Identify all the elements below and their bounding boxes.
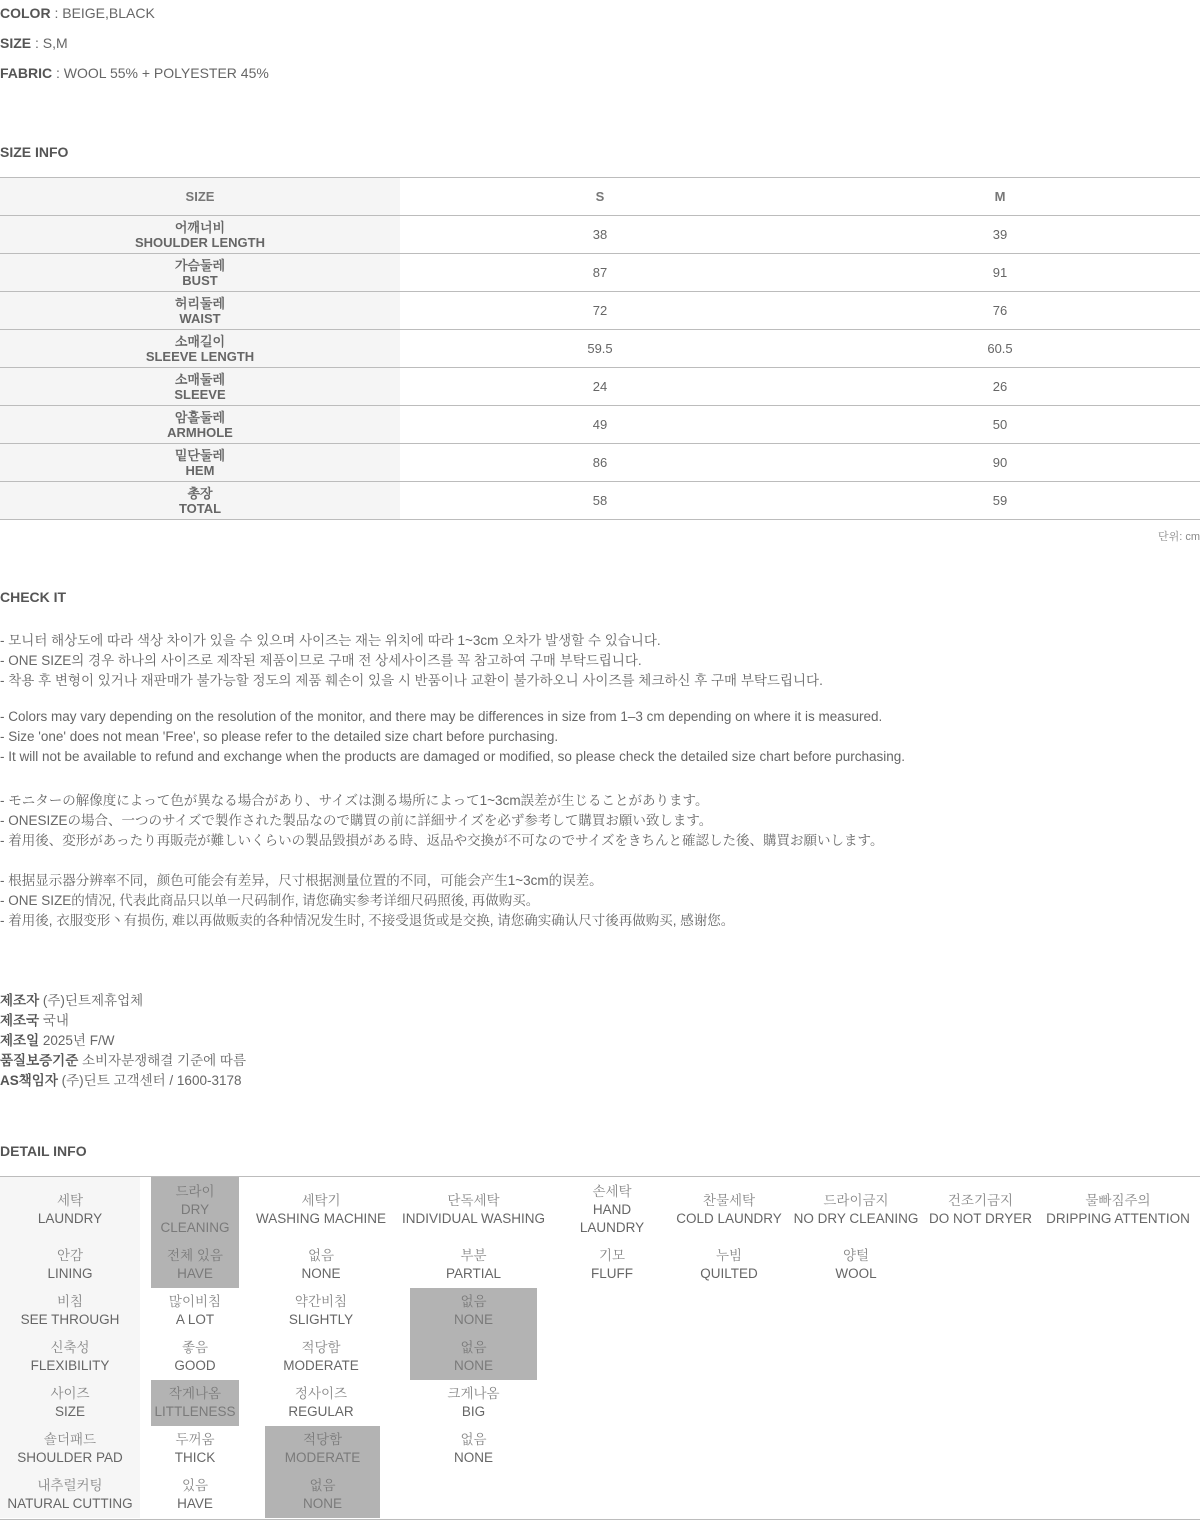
detail-text-en: A LOT	[175, 1312, 215, 1327]
check-it-line: - ONESIZEの場合、一つのサイズで製作された製品なので購買の前に詳細サイズを必ず参考して購買お願い致します。	[0, 813, 713, 828]
spec-label: COLOR	[0, 5, 51, 21]
detail-text-en: DRY CLEANING	[160, 1201, 230, 1235]
size-s-value: 58	[400, 482, 800, 520]
size-row-label	[0, 482, 400, 520]
detail-text-en: FLUFF	[591, 1266, 633, 1281]
spec-color	[0, 5, 155, 21]
check-it-line: - 모니터 해상도에 따라 색상 차이가 있을 수 있으며 사이즈는 재는 위치에 따라 1~3cm 오차가 발생할 수 있습니다.	[0, 633, 661, 648]
measure-name-ko: 어깨너비	[174, 219, 226, 235]
detail-row-label	[0, 1426, 140, 1472]
detail-option	[250, 1380, 392, 1426]
measure-name-en: TOTAL	[178, 500, 222, 516]
detail-option	[151, 1177, 239, 1242]
detail-row-label	[0, 1242, 140, 1288]
check-it-line: - It will not be available to refund and exchange when the products are damaged or modified, so please check the detailed size chart before purchasing.	[0, 749, 906, 764]
measure-name-ko: 허리둘레	[174, 295, 226, 311]
size-s-value: 59.5	[400, 330, 800, 368]
detail-text-en: NONE	[453, 1358, 493, 1373]
detail-text-en: NATURAL CUTTING	[7, 1496, 133, 1511]
detail-text-ko: 두꺼움	[175, 1432, 215, 1447]
size-table-row	[0, 254, 1200, 292]
detail-option	[410, 1334, 537, 1380]
detail-text-ko: 기모	[598, 1248, 626, 1263]
detail-text-en: GOOD	[174, 1358, 216, 1373]
check-it-line: - モニターの解像度によって色が異なる場合があり、サイズは測る場所によって1~3cm誤差が生じることがあります。	[0, 793, 709, 808]
size-row-label	[0, 254, 400, 292]
detail-option	[792, 1177, 920, 1242]
detail-text-en: HAVE	[177, 1266, 213, 1281]
detail-text-ko: 없음	[460, 1340, 487, 1355]
detail-text-en: LAUNDRY	[37, 1210, 103, 1226]
size-s-value: 49	[400, 406, 800, 444]
detail-option	[402, 1380, 545, 1426]
check-it-title: CHECK IT	[0, 589, 67, 605]
size-row-label	[0, 292, 400, 330]
check-it-line: - 착용 후 변형이 있거나 재판매가 불가능할 정도의 제품 훼손이 있을 시 반품이나 교환이 불가하오니 사이즈를 체크하신 후 구매 부탁드립니다.	[0, 673, 823, 688]
detail-option	[250, 1334, 392, 1380]
detail-text-ko: 안감	[56, 1248, 84, 1263]
measure-name-ko: 밑단둘레	[174, 447, 226, 463]
detail-option	[402, 1177, 545, 1242]
measure-name-ko: 가슴둘레	[174, 257, 226, 273]
size-m-value: 76	[800, 292, 1200, 330]
measure-name-en: HEM	[185, 462, 215, 478]
detail-option	[150, 1426, 240, 1472]
detail-text-ko: 비침	[56, 1294, 84, 1309]
size-m-value: 26	[800, 368, 1200, 406]
size-row-label	[0, 368, 400, 406]
check-it-line: - 着用後、変形があったり再販売が難しいくらいの製品毀損がある時、返品や交換が不可なのでサイズをきちんと確認した後、購買お願いします。	[0, 833, 884, 848]
measure-name-ko: 소매길이	[174, 333, 226, 349]
detail-option	[150, 1288, 240, 1334]
detail-text-ko: 없음	[309, 1478, 336, 1493]
spec-label: SIZE	[0, 35, 32, 51]
detail-text-en: DO NOT DRYER	[928, 1210, 1033, 1226]
size-table	[0, 177, 1200, 520]
detail-text-ko: 없음	[460, 1294, 487, 1309]
detail-option	[792, 1242, 920, 1288]
detail-text-en: COLD LAUNDRY	[676, 1210, 782, 1226]
detail-text-en: NONE	[301, 1266, 341, 1281]
size-m-value: 91	[800, 254, 1200, 292]
detail-text-ko: 건조기금지	[947, 1192, 1014, 1208]
detail-row-label	[0, 1288, 140, 1334]
detail-text-en: HAND LAUNDRY	[579, 1201, 645, 1235]
size-s-value: 72	[400, 292, 800, 330]
detail-option	[151, 1380, 239, 1426]
detail-info-table	[0, 1176, 1200, 1520]
maker-value: (주)딘트제휴업체	[39, 993, 144, 1008]
maker-line	[0, 1009, 69, 1029]
spec-fabric	[0, 65, 269, 81]
size-row-label	[0, 216, 400, 254]
measure-name-en: BUST	[182, 272, 218, 288]
detail-option	[402, 1242, 545, 1288]
detail-text-en: NO DRY CLEANING	[793, 1210, 919, 1226]
size-s-value: 87	[400, 254, 800, 292]
detail-text-en: SLIGHTLY	[288, 1312, 354, 1327]
detail-row-label	[0, 1334, 140, 1380]
maker-line	[0, 1069, 241, 1089]
detail-text-ko: 작게나옴	[168, 1386, 222, 1401]
size-table-row	[0, 444, 1200, 482]
size-m-value: 90	[800, 444, 1200, 482]
detail-option	[250, 1177, 392, 1242]
detail-text-en: NONE	[453, 1450, 493, 1465]
maker-label: 품질보증기준	[0, 1053, 79, 1068]
maker-line	[0, 1049, 246, 1069]
detail-option	[410, 1288, 537, 1334]
detail-text-ko: 많이비침	[168, 1294, 222, 1309]
detail-text-ko: 단독세탁	[447, 1192, 500, 1208]
detail-option	[151, 1242, 239, 1288]
size-row-label	[0, 444, 400, 482]
maker-value: (주)딘트 고객센터 / 1600-3178	[57, 1073, 242, 1088]
detail-text-en: FLEXIBILITY	[30, 1358, 110, 1373]
detail-text-ko: 부분	[460, 1248, 487, 1263]
detail-text-ko: 크게나옴	[447, 1386, 500, 1401]
detail-option	[150, 1334, 240, 1380]
unit-note: 단위: cm	[1157, 531, 1200, 543]
detail-text-ko: 약간비침	[294, 1294, 348, 1309]
detail-text-en: HAVE	[177, 1496, 213, 1511]
detail-option	[1040, 1177, 1196, 1242]
spec-value: : WOOL 55% + POLYESTER 45%	[52, 65, 269, 81]
detail-text-ko: 적당함	[301, 1340, 341, 1355]
size-table-row	[0, 216, 1200, 254]
detail-text-ko: 드라이금지	[823, 1192, 889, 1208]
detail-text-en: LINING	[47, 1266, 93, 1281]
detail-text-ko: 없음	[307, 1248, 335, 1263]
detail-option	[560, 1242, 664, 1288]
detail-option	[926, 1177, 1035, 1242]
detail-text-ko: 손세탁	[592, 1183, 632, 1199]
detail-text-en: BIG	[461, 1404, 486, 1419]
detail-text-en: THICK	[174, 1450, 216, 1465]
size-table-row	[0, 330, 1200, 368]
size-row-label	[0, 330, 400, 368]
detail-text-en: LITTLENESS	[154, 1404, 236, 1419]
spec-value: : BEIGE,BLACK	[50, 5, 155, 21]
detail-row-label	[0, 1177, 140, 1242]
measure-name-en: ARMHOLE	[167, 424, 233, 440]
check-it-line: - 根据显示器分辨率不同，颜色可能会有差异，尺寸根据测量位置的不同，可能会产生1~3cm的误差。	[0, 873, 603, 888]
size-table-row	[0, 482, 1200, 520]
spec-label: FABRIC	[0, 65, 53, 81]
size-m-value: 60.5	[800, 330, 1200, 368]
detail-text-en: QUILTED	[700, 1266, 758, 1281]
detail-text-ko: 양털	[842, 1248, 870, 1263]
spec-size	[0, 35, 68, 51]
detail-text-ko: 누빔	[715, 1248, 743, 1263]
detail-text-ko: 있음	[181, 1478, 209, 1493]
size-m-value: 59	[800, 482, 1200, 520]
detail-text-ko: 물빠짐주의	[1085, 1192, 1151, 1208]
check-it-line: - ONE SIZE의 경우 하나의 사이즈로 제작된 제품이므로 구매 전 상세사이즈를 꼭 참고하여 구매 부탁드립니다.	[0, 653, 642, 668]
detail-option	[402, 1426, 545, 1472]
measure-name-en: WAIST	[179, 310, 221, 326]
detail-text-en: NONE	[453, 1312, 493, 1327]
measure-name-en: SHOULDER LENGTH	[135, 234, 265, 250]
detail-text-ko: 세탁	[56, 1192, 84, 1208]
detail-text-en: SHOULDER PAD	[17, 1450, 123, 1465]
detail-text-en: INDIVIDUAL WASHING	[402, 1210, 546, 1226]
measure-name-ko: 소매둘레	[174, 371, 226, 387]
detail-text-ko: 정사이즈	[294, 1386, 348, 1401]
detail-text-ko: 숄더패드	[43, 1432, 97, 1447]
detail-info-title: DETAIL INFO	[0, 1143, 87, 1159]
size-table-header	[0, 178, 1200, 216]
detail-text-ko: 세탁기	[301, 1192, 341, 1208]
detail-option	[250, 1288, 392, 1334]
detail-option	[672, 1242, 786, 1288]
size-header-s: S	[400, 178, 800, 216]
detail-text-ko: 없음	[460, 1432, 487, 1447]
detail-text-ko: 적당함	[302, 1432, 343, 1447]
detail-option	[150, 1472, 240, 1518]
maker-value: 2025년 F/W	[39, 1033, 115, 1048]
check-it-line: - Size 'one' does not mean 'Free', so please refer to the detailed size chart before purchasing.	[0, 729, 559, 744]
detail-text-ko: 좋음	[181, 1340, 209, 1355]
detail-text-ko: 찬물세탁	[702, 1192, 756, 1208]
spec-value: : S,M	[31, 35, 68, 51]
size-s-value: 38	[400, 216, 800, 254]
measure-name-ko: 암홀둘레	[174, 409, 226, 425]
maker-label: AS책임자	[0, 1073, 58, 1088]
check-it-line: - 着用後, 衣服变形丶有损伤, 难以再做贩卖的各种情况发生时, 不接受退货或是交换, 请您确实确认尺寸後再做购买, 感谢您。	[0, 913, 735, 928]
size-table-row	[0, 368, 1200, 406]
detail-text-en: SEE THROUGH	[20, 1312, 120, 1327]
size-header-m: M	[800, 178, 1200, 216]
measure-name-ko: 총장	[187, 485, 213, 501]
detail-row-label	[0, 1380, 140, 1426]
detail-text-ko: 드라이	[175, 1183, 215, 1199]
size-header-label: SIZE	[0, 178, 400, 216]
detail-text-ko: 사이즈	[50, 1386, 90, 1401]
size-info-title: SIZE INFO	[0, 144, 69, 160]
detail-option	[265, 1472, 380, 1518]
detail-row-label	[0, 1472, 140, 1518]
detail-option	[250, 1242, 392, 1288]
detail-option	[560, 1177, 664, 1242]
detail-text-en: REGULAR	[288, 1404, 354, 1419]
maker-label: 제조자	[0, 993, 40, 1008]
maker-value: 국내	[39, 1013, 69, 1028]
detail-text-en: NONE	[302, 1496, 342, 1511]
detail-text-en: WASHING MACHINE	[255, 1210, 386, 1226]
detail-text-en: WOOL	[835, 1266, 877, 1281]
detail-text-ko: 신축성	[50, 1340, 90, 1355]
detail-text-ko: 전체 있음	[167, 1248, 223, 1263]
detail-option	[265, 1426, 380, 1472]
measure-name-en: SLEEVE LENGTH	[145, 348, 255, 364]
detail-text-ko: 내추럴커팅	[37, 1478, 103, 1493]
maker-label: 제조국	[0, 1013, 40, 1028]
detail-text-en: MODERATE	[284, 1450, 361, 1465]
detail-option	[672, 1177, 786, 1242]
check-it-line: - Colors may vary depending on the resolution of the monitor, and there may be differences in size from 1–3 cm depending on where it is measured.	[0, 709, 883, 724]
maker-line	[0, 989, 143, 1009]
detail-text-en: MODERATE	[283, 1358, 359, 1373]
maker-label: 제조일	[0, 1033, 40, 1048]
maker-line	[0, 1029, 114, 1049]
detail-text-en: DRIPPING ATTENTION	[1046, 1210, 1190, 1226]
size-s-value: 86	[400, 444, 800, 482]
size-m-value: 50	[800, 406, 1200, 444]
size-table-row	[0, 292, 1200, 330]
size-row-label	[0, 406, 400, 444]
check-it-line: - ONE SIZE的情况, 代表此商品只以单一尺码制作, 请您确实参考详细尺码照後, 再做购买。	[0, 893, 540, 908]
detail-text-en: PARTIAL	[445, 1266, 502, 1281]
size-table-row	[0, 406, 1200, 444]
size-m-value: 39	[800, 216, 1200, 254]
detail-text-en: SIZE	[54, 1404, 85, 1419]
maker-value: 소비자분쟁해결 기준에 따름	[78, 1053, 246, 1068]
measure-name-en: SLEEVE	[174, 386, 226, 402]
size-s-value: 24	[400, 368, 800, 406]
